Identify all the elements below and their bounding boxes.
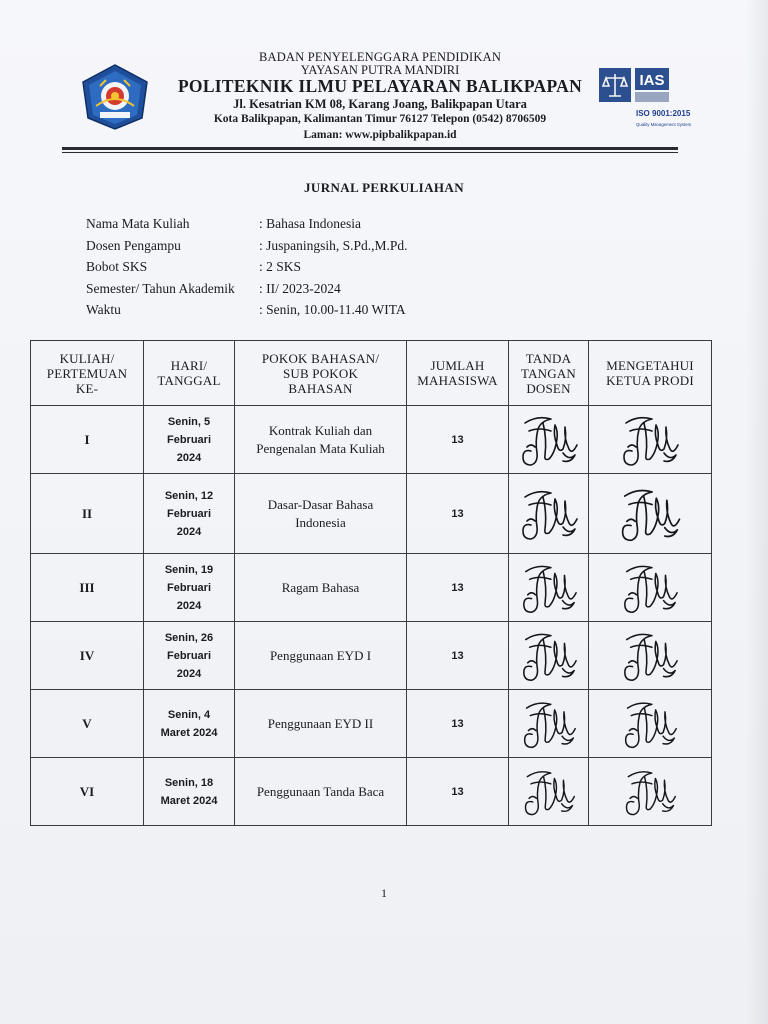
letterhead-line2: YAYASAN PUTRA MANDIRI — [300, 63, 460, 77]
signature-image — [610, 481, 690, 547]
info-value: : 2 SKS — [259, 259, 302, 274]
header-meeting: KULIAH/ PERTEMUAN KE- — [31, 341, 144, 406]
meeting-date: Senin, 26 Februari 2024 — [144, 622, 235, 690]
meeting-number: IV — [31, 622, 144, 690]
student-count: 13 — [407, 690, 509, 758]
signature-image — [511, 409, 587, 471]
student-count: 13 — [407, 622, 509, 690]
address-line2: Kota Balikpapan, Kalimantan Timur 76127 Telepon (0542) 8706509 — [213, 113, 547, 125]
signature-image — [612, 695, 688, 753]
lecturer-signature — [509, 406, 589, 474]
head-signature — [589, 554, 712, 622]
signature-image — [610, 409, 690, 471]
iso-subtext: Quality Management System — [636, 122, 692, 127]
ias-badge-text: IAS — [639, 72, 665, 89]
iso-certification-icon — [598, 66, 692, 130]
certification-logos — [598, 66, 692, 130]
student-count: 13 — [407, 758, 509, 826]
head-signature — [589, 474, 712, 554]
iso-text: ISO 9001:2015 — [636, 109, 691, 118]
address-line1: Jl. Kesatrian KM 08, Karang Joang, Balikpapan Utara — [233, 97, 527, 111]
institution-logo-icon — [80, 62, 150, 132]
meeting-number: III — [31, 554, 144, 622]
info-label: Waktu — [86, 302, 121, 317]
table-row — [31, 622, 712, 690]
lecturer-signature — [509, 474, 589, 554]
meeting-topic: Ragam Bahasa — [235, 554, 407, 622]
student-count: 13 — [407, 406, 509, 474]
info-value: : II/ 2023-2024 — [259, 280, 341, 296]
meeting-date: Senin, 12 Februari 2024 — [144, 474, 235, 554]
meeting-topic: Dasar-Dasar Bahasa Indonesia — [235, 474, 407, 554]
lecturer-signature — [509, 554, 589, 622]
info-value: : Juspaningsih, S.Pd.,M.Pd. — [259, 237, 408, 253]
meeting-topic: Penggunaan Tanda Baca — [235, 758, 407, 826]
meeting-date: Senin, 19 Februari 2024 — [144, 554, 235, 622]
student-count: 13 — [407, 554, 509, 622]
table-row — [31, 758, 712, 826]
meeting-date: Senin, 18 Maret 2024 — [144, 758, 235, 826]
lecturer-signature — [509, 622, 589, 690]
info-value: : Bahasa Indonesia — [259, 216, 361, 231]
table-row — [31, 474, 712, 554]
letterhead-rule — [62, 147, 678, 150]
info-value: : Senin, 10.00-11.40 WITA — [259, 302, 406, 317]
page-number: 1 — [381, 886, 387, 900]
meeting-number: I — [31, 406, 144, 474]
table-row — [31, 690, 712, 758]
header-head-signature: MENGETAHUI KETUA PRODI — [589, 341, 712, 406]
lecturer-signature — [509, 758, 589, 826]
letterhead-line1: BADAN PENYELENGGARA PENDIDIKAN — [258, 50, 502, 64]
meeting-number: VI — [31, 758, 144, 826]
lecturer-signature — [509, 690, 589, 758]
header-student-count: JUMLAH MAHASISWA — [407, 341, 509, 406]
signature-image — [512, 626, 586, 686]
signature-image — [513, 695, 585, 753]
header-date: HARI/ TANGGAL — [144, 341, 235, 406]
meeting-date: Senin, 4 Maret 2024 — [144, 690, 235, 758]
info-label: Dosen Pengampu — [86, 237, 181, 253]
header-lecturer-signature: TANDA TANGAN DOSEN — [509, 341, 589, 406]
meeting-number: V — [31, 690, 144, 758]
student-count: 13 — [407, 474, 509, 554]
signature-image — [612, 558, 688, 618]
document-title: JURNAL PERKULIAHAN — [304, 180, 464, 195]
signature-image — [514, 764, 584, 820]
meeting-topic: Penggunaan EYD II — [235, 690, 407, 758]
paper-edge-shadow — [746, 0, 768, 1024]
head-signature — [589, 406, 712, 474]
signature-image — [512, 558, 586, 618]
meeting-topic: Penggunaan EYD I — [235, 622, 407, 690]
meeting-topic: Kontrak Kuliah dan Pengenalan Mata Kuliah — [235, 406, 407, 474]
info-label: Semester/ Tahun Akademik — [86, 280, 235, 296]
header-topic: POKOK BAHASAN/ SUB POKOK BAHASAN — [235, 341, 407, 406]
info-label: Nama Mata Kuliah — [86, 216, 190, 231]
letterhead-rule-thin — [62, 152, 678, 153]
website-line: Laman: www.pipbalikpapan.id — [303, 129, 457, 141]
signature-image — [511, 481, 587, 547]
institution-name: POLITEKNIK ILMU PELAYARAN BALIKPAPAN — [177, 76, 583, 96]
info-label: Bobot SKS — [86, 259, 148, 274]
signature-image — [612, 764, 688, 820]
head-signature — [589, 622, 712, 690]
table-row — [31, 406, 712, 474]
signature-image — [612, 626, 688, 686]
table-row — [31, 554, 712, 622]
meeting-date: Senin, 5 Februari 2024 — [144, 406, 235, 474]
meeting-number: II — [31, 474, 144, 554]
table-header-row — [31, 341, 712, 406]
lecture-journal-table — [30, 340, 712, 826]
head-signature — [589, 758, 712, 826]
head-signature — [589, 690, 712, 758]
